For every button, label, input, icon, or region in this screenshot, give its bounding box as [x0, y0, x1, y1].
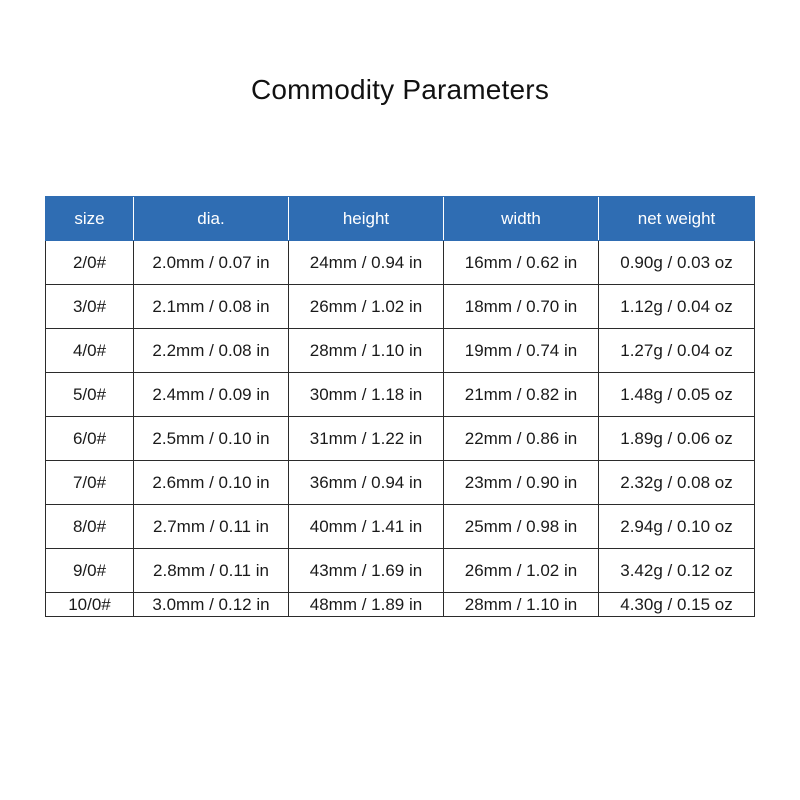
- cell-dia: 2.8mm / 0.11 in: [134, 549, 289, 593]
- cell-width: 21mm / 0.82 in: [444, 373, 599, 417]
- cell-height: 48mm / 1.89 in: [289, 593, 444, 617]
- cell-width: 19mm / 0.74 in: [444, 329, 599, 373]
- cell-dia: 2.2mm / 0.08 in: [134, 329, 289, 373]
- parameters-table: [45, 196, 755, 617]
- table-row: [46, 329, 755, 373]
- cell-size: 3/0#: [46, 285, 134, 329]
- cell-size: 2/0#: [46, 241, 134, 285]
- cell-size: 5/0#: [46, 373, 134, 417]
- cell-width: 25mm / 0.98 in: [444, 505, 599, 549]
- page-title: Commodity Parameters: [250, 74, 550, 105]
- table-row: [46, 593, 755, 617]
- cell-net-weight: 1.27g / 0.04 oz: [599, 329, 755, 373]
- cell-size: 8/0#: [46, 505, 134, 549]
- cell-dia: 2.4mm / 0.09 in: [134, 373, 289, 417]
- cell-width: 28mm / 1.10 in: [444, 593, 599, 617]
- header-height: height: [289, 197, 444, 241]
- table-header-row: [46, 197, 755, 241]
- header-width: width: [444, 197, 599, 241]
- cell-height: 31mm / 1.22 in: [289, 417, 444, 461]
- cell-net-weight: 2.32g / 0.08 oz: [599, 461, 755, 505]
- table-row: [46, 285, 755, 329]
- table-row: [46, 417, 755, 461]
- cell-dia: 2.6mm / 0.10 in: [134, 461, 289, 505]
- cell-size: 9/0#: [46, 549, 134, 593]
- table-row: [46, 549, 755, 593]
- table-row: [46, 241, 755, 285]
- cell-net-weight: 4.30g / 0.15 oz: [599, 593, 755, 617]
- cell-size: 4/0#: [46, 329, 134, 373]
- cell-height: 28mm / 1.10 in: [289, 329, 444, 373]
- table-row: [46, 505, 755, 549]
- cell-height: 24mm / 0.94 in: [289, 241, 444, 285]
- cell-net-weight: 1.48g / 0.05 oz: [599, 373, 755, 417]
- cell-height: 36mm / 0.94 in: [289, 461, 444, 505]
- table-row: [46, 461, 755, 505]
- cell-height: 30mm / 1.18 in: [289, 373, 444, 417]
- cell-dia: 3.0mm / 0.12 in: [134, 593, 289, 617]
- cell-width: 22mm / 0.86 in: [444, 417, 599, 461]
- cell-size: 7/0#: [46, 461, 134, 505]
- cell-net-weight: 0.90g / 0.03 oz: [599, 241, 755, 285]
- cell-dia: 2.7mm / 0.11 in: [134, 505, 289, 549]
- cell-height: 26mm / 1.02 in: [289, 285, 444, 329]
- header-size: size: [46, 197, 134, 241]
- cell-size: 6/0#: [46, 417, 134, 461]
- cell-net-weight: 1.89g / 0.06 oz: [599, 417, 755, 461]
- cell-width: 18mm / 0.70 in: [444, 285, 599, 329]
- cell-size: 10/0#: [46, 593, 134, 617]
- cell-width: 26mm / 1.02 in: [444, 549, 599, 593]
- cell-net-weight: 2.94g / 0.10 oz: [599, 505, 755, 549]
- cell-dia: 2.1mm / 0.08 in: [134, 285, 289, 329]
- cell-dia: 2.5mm / 0.10 in: [134, 417, 289, 461]
- cell-height: 43mm / 1.69 in: [289, 549, 444, 593]
- cell-width: 16mm / 0.62 in: [444, 241, 599, 285]
- header-dia: dia.: [134, 197, 289, 241]
- cell-width: 23mm / 0.90 in: [444, 461, 599, 505]
- table-row: [46, 373, 755, 417]
- header-net-weight: net weight: [599, 197, 755, 241]
- cell-height: 40mm / 1.41 in: [289, 505, 444, 549]
- cell-net-weight: 3.42g / 0.12 oz: [599, 549, 755, 593]
- cell-net-weight: 1.12g / 0.04 oz: [599, 285, 755, 329]
- cell-dia: 2.0mm / 0.07 in: [134, 241, 289, 285]
